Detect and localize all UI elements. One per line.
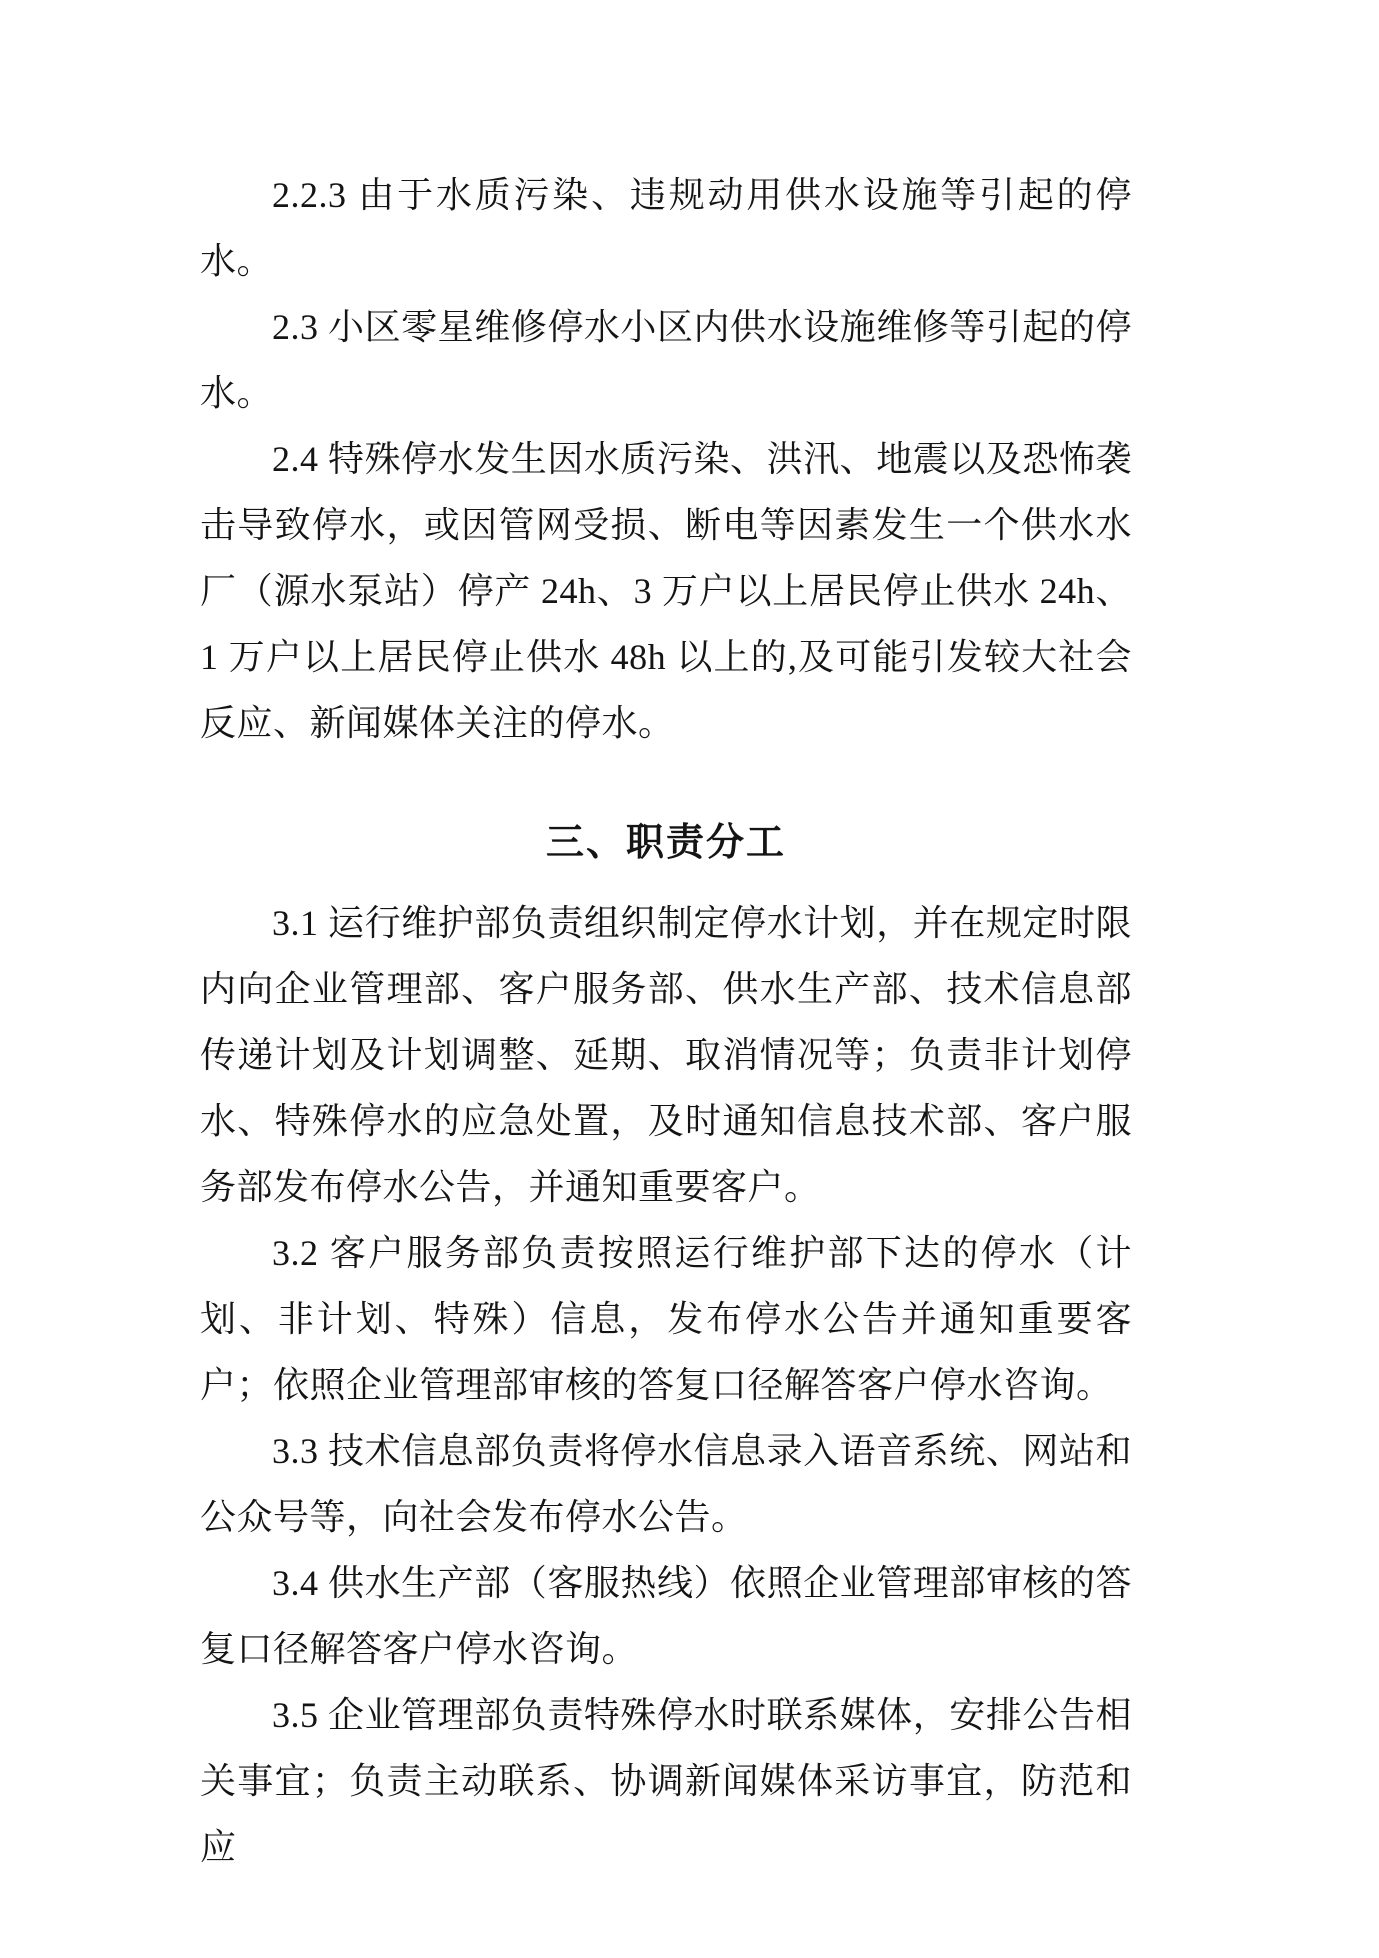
paragraph-3-2: 3.2 客户服务部负责按照运行维护部下达的停水（计划、非计划、特殊）信息，发布停水公告并通知重要客户；依照企业管理部审核的答复口径解答客户停水咨询。 <box>200 1233 1132 1405</box>
paragraph-2-3: 2.3 小区零星维修停水小区内供水设施维修等引起的停水。 <box>200 307 1132 413</box>
paragraph-3-3: 3.3 技术信息部负责将停水信息录入语音系统、网站和公众号等，向社会发布停水公告。 <box>200 1431 1132 1537</box>
document-body <box>200 162 1132 1880</box>
paragraph-3-1: 3.1 运行维护部负责组织制定停水计划，并在规定时限内向企业管理部、客户服务部、供水生产部、技术信息部传递计划及计划调整、延期、取消情况等；负责非计划停水、特殊停水的应急处置，及时通知信息技术部、客户服务部发布停水公告，并通知重要客户。 <box>200 903 1132 1207</box>
paragraph-3-4: 3.4 供水生产部（客服热线）依照企业管理部审核的答复口径解答客户停水咨询。 <box>200 1563 1132 1669</box>
paragraph-2-2-3: 2.2.3 由于水质污染、违规动用供水设施等引起的停水。 <box>200 175 1132 281</box>
paragraph-3-5: 3.5 企业管理部负责特殊停水时联系媒体，安排公告相关事宜；负责主动联系、协调新闻媒体采访事宜，防范和应 <box>200 1695 1132 1867</box>
section-heading-responsibilities: 三、职责分工 <box>545 822 786 864</box>
paragraph-2-4: 2.4 特殊停水发生因水质污染、洪汛、地震以及恐怖袭击导致停水，或因管网受损、断电等因素发生一个供水水厂（源水泵站）停产 24h、3 万户以上居民停止供水 24h、1 万户以上居民停止供水 48h 以上的,及可能引发较大社会反应、新闻媒体关注的停水。 <box>200 439 1132 743</box>
